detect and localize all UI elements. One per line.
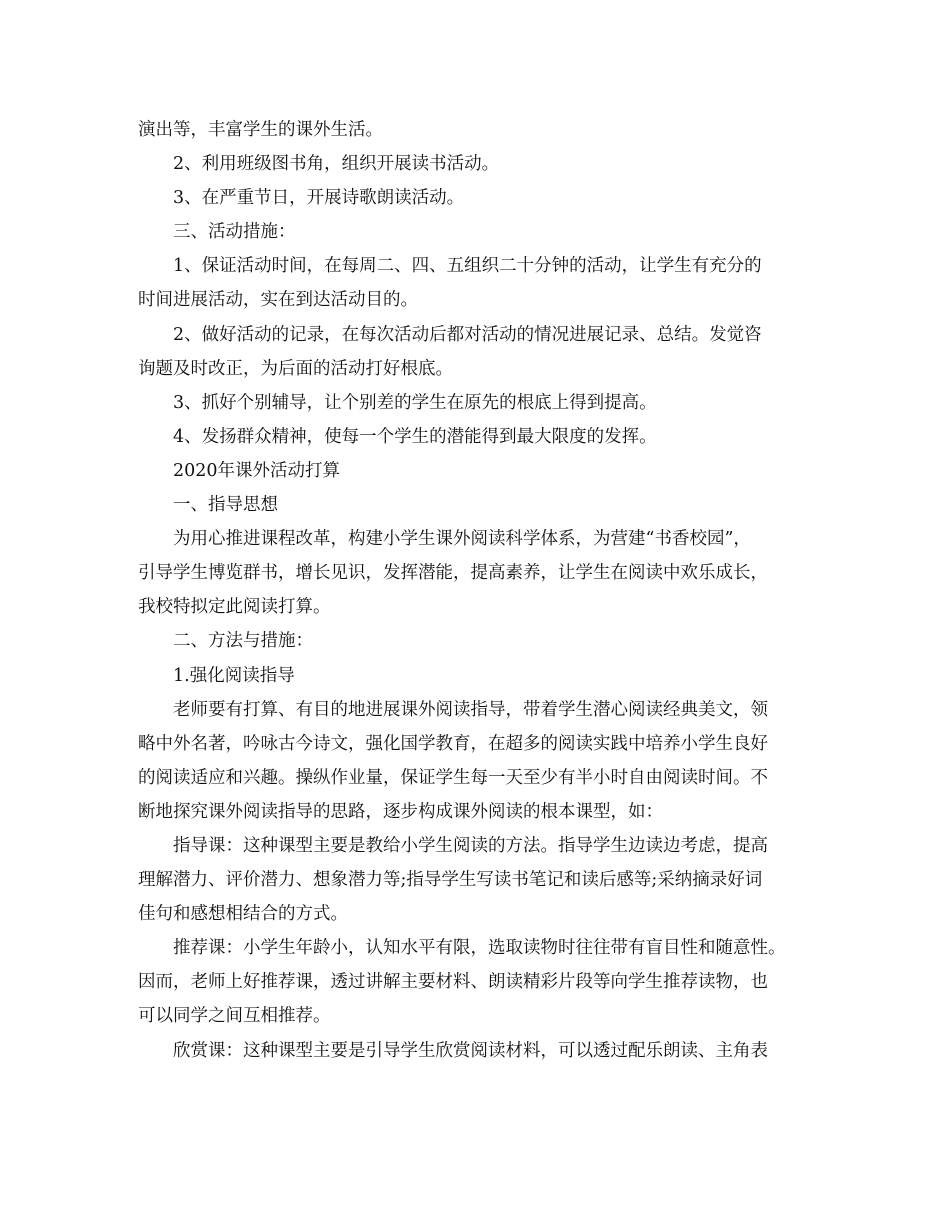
text-line: 一、指导思想 bbox=[173, 495, 278, 516]
text-line: 我校特拟定此阅读打算。 bbox=[138, 597, 331, 618]
text-line: 佳句和感想相结合的方式。 bbox=[138, 904, 348, 925]
text-line: 1、保证活动时间，在每周二、四、五组织二十分钟的活动，让学生有充分的 bbox=[173, 256, 762, 277]
text-line: 老师要有打算、有目的地进展课外阅读指导，带着学生潜心阅读经典美文，领 bbox=[173, 699, 768, 720]
text-line: 3、在严重节日，开展诗歌朗读活动。 bbox=[173, 188, 465, 209]
text-line: 4、发扬群众精神，使每一个学生的潜能得到最大限度的发挥。 bbox=[173, 426, 657, 447]
text-line: 为用心推进课程改革，构建小学生课外阅读科学体系，为营建“书香校园”， bbox=[173, 529, 751, 550]
text-line: 断地探究课外阅读指导的思路，逐步构成课外阅读的根本课型，如： bbox=[138, 801, 663, 822]
text-line: 理解潜力、评价潜力、想象潜力等;指导学生写读书笔记和读后感等;采纳摘录好词 bbox=[138, 870, 763, 891]
text-line: 推荐课：小学生年龄小，认知水平有限，选取读物时往往带有盲目性和随意性。 bbox=[173, 938, 786, 959]
text-line: 演出等，丰富学生的课外生活。 bbox=[138, 120, 383, 140]
text-line: 的阅读适应和兴趣。操纵作业量，保证学生每一天至少有半小时自由阅读时间。不 bbox=[138, 767, 768, 788]
text-line: 二、方法与措施： bbox=[173, 631, 313, 652]
text-line: 可以同学之间互相推荐。 bbox=[138, 1006, 331, 1027]
text-line: 因而，老师上好推荐课，透过讲解主要材料、朗读精彩片段等向学生推荐读物，也 bbox=[138, 972, 768, 993]
text-line: 略中外名著，吟咏古今诗文，强化国学教育，在超多的阅读实践中培养小学生良好 bbox=[138, 733, 768, 754]
text-line: 欣赏课：这种课型主要是引导学生欣赏阅读材料，可以透过配乐朗读、主角表 bbox=[173, 1040, 768, 1061]
text-line: 2、做好活动的记录，在每次活动后都对活动的情况进展记录、总结。发觉咨 bbox=[173, 324, 762, 345]
text-line: 三、活动措施： bbox=[173, 222, 296, 243]
text-line: 询题及时改正，为后面的活动打好根底。 bbox=[138, 358, 453, 379]
text-line: 2020年课外活动打算 bbox=[173, 460, 341, 481]
text-line: 时间进展活动，实在到达活动目的。 bbox=[138, 290, 418, 311]
document-body bbox=[138, 113, 818, 1068]
text-line: 引导学生博览群书，增长见识，发挥潜能，提高素养，让学生在阅读中欢乐成长， bbox=[138, 563, 768, 584]
text-line: 指导课：这种课型主要是教给小学生阅读的方法。指导学生边读边考虑，提高 bbox=[173, 835, 768, 856]
text-line: 2、利用班级图书角，组织开展读书活动。 bbox=[173, 154, 500, 175]
text-line: 1.强化阅读指导 bbox=[173, 665, 295, 686]
text-line: 3、抓好个别辅导，让个别差的学生在原先的根底上得到提高。 bbox=[173, 392, 657, 413]
